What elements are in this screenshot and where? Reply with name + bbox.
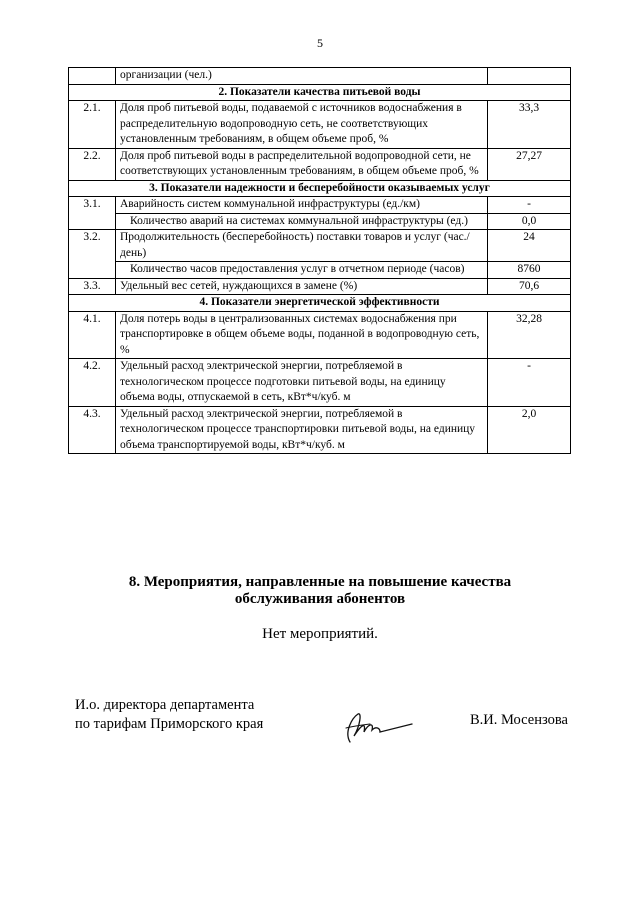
signatory-position: [75, 696, 263, 734]
section-title: 3. Показатели надежности и бесперебойности оказываемых услуг: [69, 180, 571, 197]
table-row: [69, 406, 571, 454]
row-number: [69, 68, 116, 85]
section-title: 4. Показатели энергетической эффективности: [69, 295, 571, 312]
signatory-name: В.И. Мосензова: [470, 712, 568, 728]
table-row: [69, 197, 571, 214]
indicators-table: [68, 67, 571, 454]
row-number: 3.2.: [69, 230, 116, 279]
row-number: 2.2.: [69, 148, 116, 180]
heading-line: 8. Мероприятия, направленные на повышение качества: [128, 574, 512, 590]
table-row: [69, 278, 571, 295]
row-text: Доля проб питьевой воды, подаваемой с источников водоснабжения в распределительную водопроводную сеть, не соответствующих установленным требованиям, в общем объеме проб, %: [116, 101, 488, 149]
row-value: 2,0: [488, 406, 571, 454]
row-number: 4.1.: [69, 311, 116, 359]
section-header: [69, 84, 571, 101]
row-text: Продолжительность (бесперебойность) поставки товаров и услуг (час./день): [116, 230, 488, 262]
row-value: 33,3: [488, 101, 571, 149]
row-text: Доля потерь воды в централизованных системах водоснабжения при транспортировке в общем объеме воды, поданной в водопроводную сеть, %: [116, 311, 488, 359]
page-number: 5: [317, 36, 323, 50]
row-text: Удельный расход электрической энергии, потребляемой в технологическом процессе транспортировки питьевой воды, на единицу объема транспортируемой воды, кВт*ч/куб. м: [116, 406, 488, 454]
table-row: [69, 148, 571, 180]
table-row: [69, 262, 571, 279]
row-value: 8760: [488, 262, 571, 279]
row-text: организации (чел.): [116, 68, 488, 85]
section-title: 2. Показатели качества питьевой воды: [69, 84, 571, 101]
row-text: Аварийность систем коммунальной инфраструктуры (ед./км): [116, 197, 488, 214]
section-heading: [0, 574, 640, 608]
row-value: 27,27: [488, 148, 571, 180]
row-value: -: [488, 359, 571, 407]
row-text: Доля проб питьевой воды в распределительной водопроводной сети, не соответствующих установленным требованиям, в общем объеме проб, %: [116, 148, 488, 180]
row-number: 3.3.: [69, 278, 116, 295]
row-number: 3.1.: [69, 197, 116, 230]
row-value: 70,6: [488, 278, 571, 295]
row-text: Количество аварий на системах коммунальной инфраструктуры (ед.): [116, 213, 488, 230]
row-number: 4.3.: [69, 406, 116, 454]
row-text: Удельный вес сетей, нуждающихся в замене (%): [116, 278, 488, 295]
table-row: [69, 359, 571, 407]
no-measures-text: Нет мероприятий.: [262, 626, 378, 642]
table-row: [69, 213, 571, 230]
row-number: 4.2.: [69, 359, 116, 407]
section-header: [69, 180, 571, 197]
heading-line: обслуживания абонентов: [234, 591, 406, 607]
row-value: [488, 68, 571, 85]
row-number: 2.1.: [69, 101, 116, 149]
position-line: по тарифам Приморского края: [75, 716, 264, 732]
row-value: 32,28: [488, 311, 571, 359]
position-line: И.о. директора департамента: [75, 697, 255, 713]
handwritten-signature: [336, 706, 416, 748]
table-row: [69, 68, 571, 85]
row-value: 24: [488, 230, 571, 262]
row-text: Количество часов предоставления услуг в отчетном периоде (часов): [116, 262, 488, 279]
table-row: [69, 311, 571, 359]
table-row: [69, 230, 571, 262]
section-header: [69, 295, 571, 312]
table-row: [69, 101, 571, 149]
row-text: Удельный расход электрической энергии, потребляемой в технологическом процессе подготовки питьевой воды, на единицу объема воды, отпускаемой в сеть, кВт*ч/куб. м: [116, 359, 488, 407]
row-value: -: [488, 197, 571, 214]
row-value: 0,0: [488, 213, 571, 230]
